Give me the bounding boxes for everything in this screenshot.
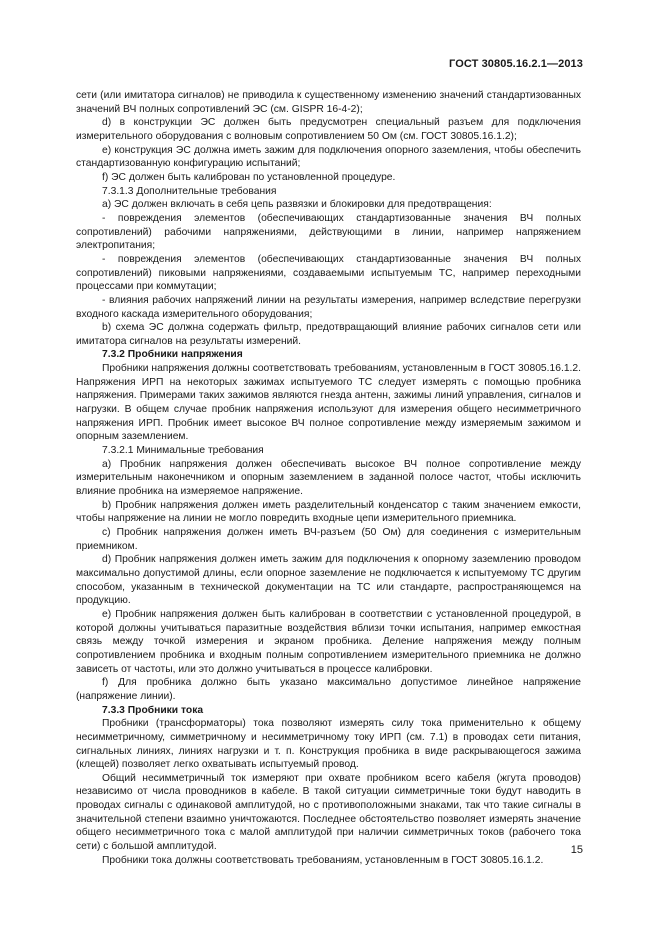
subsection-title: 7.3.1.3 Дополнительные требования xyxy=(102,185,277,197)
page-number: 15 xyxy=(570,844,583,856)
subsection-title: 7.3.2.1 Минимальные требования xyxy=(102,445,264,457)
paragraph: d) в конструкции ЭС должен быть предусмотрен специальный разъем для подключения измерительного оборудования с волновым сопротивлением 50 Ом (см. ГОСТ 30805.16.1.2); xyxy=(76,117,581,142)
list-item: - повреждения элементов (обеспечивающих стандартизованные значения ВЧ полных сопротивлений) рабочими напряжениями, действующими в линии, например напряжением электропитания; xyxy=(76,212,581,252)
body-text xyxy=(76,89,581,867)
paragraph: Общий несимметричный ток измеряют при охвате пробником всего кабеля (жгута проводов) независимо от числа проводников в кабеле. В такой ситуации симметричные токи будут наводить в проводах сигналы с одинаковой амплитудой, но с противоположными знаками, так что такие сигналы в значительной степени взаимно уничтожаются. Последнее обстоятельство позволяет измерять значение общего несимметричного тока с малой амплитудой при наличии симметричных токов (рабочего тока сети) с большой амплитудой. xyxy=(76,772,581,853)
list-item: - повреждения элементов (обеспечивающих стандартизованные значения ВЧ полных сопротивлений) пиковыми напряжениями, создаваемыми испытуемым ТС, например переходными процессами при коммутации; xyxy=(76,253,581,293)
paragraph: Пробники (трансформаторы) тока позволяют измерять силу тока применительно к общему несимметричному, симметричному и несимметричному току ИРП (см. 7.1) в проводах сети питания, сигнальных линиях, линиях нагрузки и т. п. Конструкция пробника в виде раскрывающегося зажима (клещей) позволяет легко охватывать испытуемый провод. xyxy=(76,718,581,771)
paragraph: b) Пробник напряжения должен иметь разделительный конденсатор с таким значением емкости, чтобы напряжение на линии не могло повредить входные цепи измерительного приемника. xyxy=(76,499,581,525)
paragraph: f) Для пробника должно быть указано максимально допустимое линейное напряжение (напряжение линии). xyxy=(76,677,581,702)
standard-header: ГОСТ 30805.16.2.1—2013 xyxy=(449,58,583,70)
paragraph: Пробники тока должны соответствовать требованиям, установленным в ГОСТ 30805.16.1.2. xyxy=(102,854,544,866)
paragraph: а) Пробник напряжения должен обеспечивать высокое ВЧ полное сопротивление между измерительным наконечником и опорным заземлением в заданной полосе частот, чтобы исключить влияние пробника на измеряемое напряжение. xyxy=(76,458,581,498)
paragraph: f) ЭС должен быть калиброван по установленной процедуре. xyxy=(102,171,396,183)
paragraph: е) Пробник напряжения должен быть калиброван в соответствии с установленной процедурой, в которой должны учитываться паразитные воздействия вблизи точки испытания, например емкостная связь между точкой измерения и экраном пробника. Деление напряжения между полным сопротивлением пробника и входным полным сопротивлением измерительного приемника не должно зависеть от частоты, или это должно учитываться в процессе калибровки. xyxy=(76,608,581,675)
section-heading: 7.3.2 Пробники напряжения xyxy=(102,349,243,361)
paragraph: а) ЭС должен включать в себя цепь развязки и блокировки для предотвращения: xyxy=(102,199,492,211)
paragraph: d) Пробник напряжения должен иметь зажим для подключения к опорному заземлению проводом максимально допустимой длины, если опорное заземление не подключается к испытуемому ТС другим способом, указанным в технической документации на ТС или стандарте, распространяющемся на продукцию. xyxy=(76,554,581,607)
paragraph: е) конструкция ЭС должна иметь зажим для подключения опорного заземления, чтобы обеспечить стандартизованную конфигурацию испытаний; xyxy=(76,144,581,170)
paragraph: сети (или имитатора сигналов) не приводила к существенному изменению значений стандартизованных значений ВЧ полных сопротивлений ЭС (см. GISPR 16-4-2); xyxy=(76,90,581,115)
paragraph: Пробники напряжения должны соответствовать требованиям, установленным в ГОСТ 30805.16.1.2. Напряжения ИРП на некоторых зажимах испытуемого ТС следует измерять с помощью пробника напряжения. Примерами таких зажимов являются гнезда антенн, зажимы линий управления, сигналов и нагрузки. В общем случае пробник напряжения используют для измерения общего несимметричного напряжения ИРП. Пробник имеет высокое ВЧ полное сопротивление между измеряемым зажимом и опорным заземлением. xyxy=(76,363,581,443)
section-heading: 7.3.3 Пробники тока xyxy=(102,704,204,716)
list-item: - влияния рабочих напряжений линии на результаты измерения, например вследствие перегрузки входного каскада измерительного оборудования; xyxy=(76,294,581,320)
paragraph: с) Пробник напряжения должен иметь ВЧ-разъем (50 Ом) для соединения с измерительным приемником. xyxy=(76,527,581,552)
paragraph: b) схема ЭС должна содержать фильтр, предотвращающий влияние рабочих сигналов сети или имитатора сигналов на результаты измерений. xyxy=(76,322,581,347)
